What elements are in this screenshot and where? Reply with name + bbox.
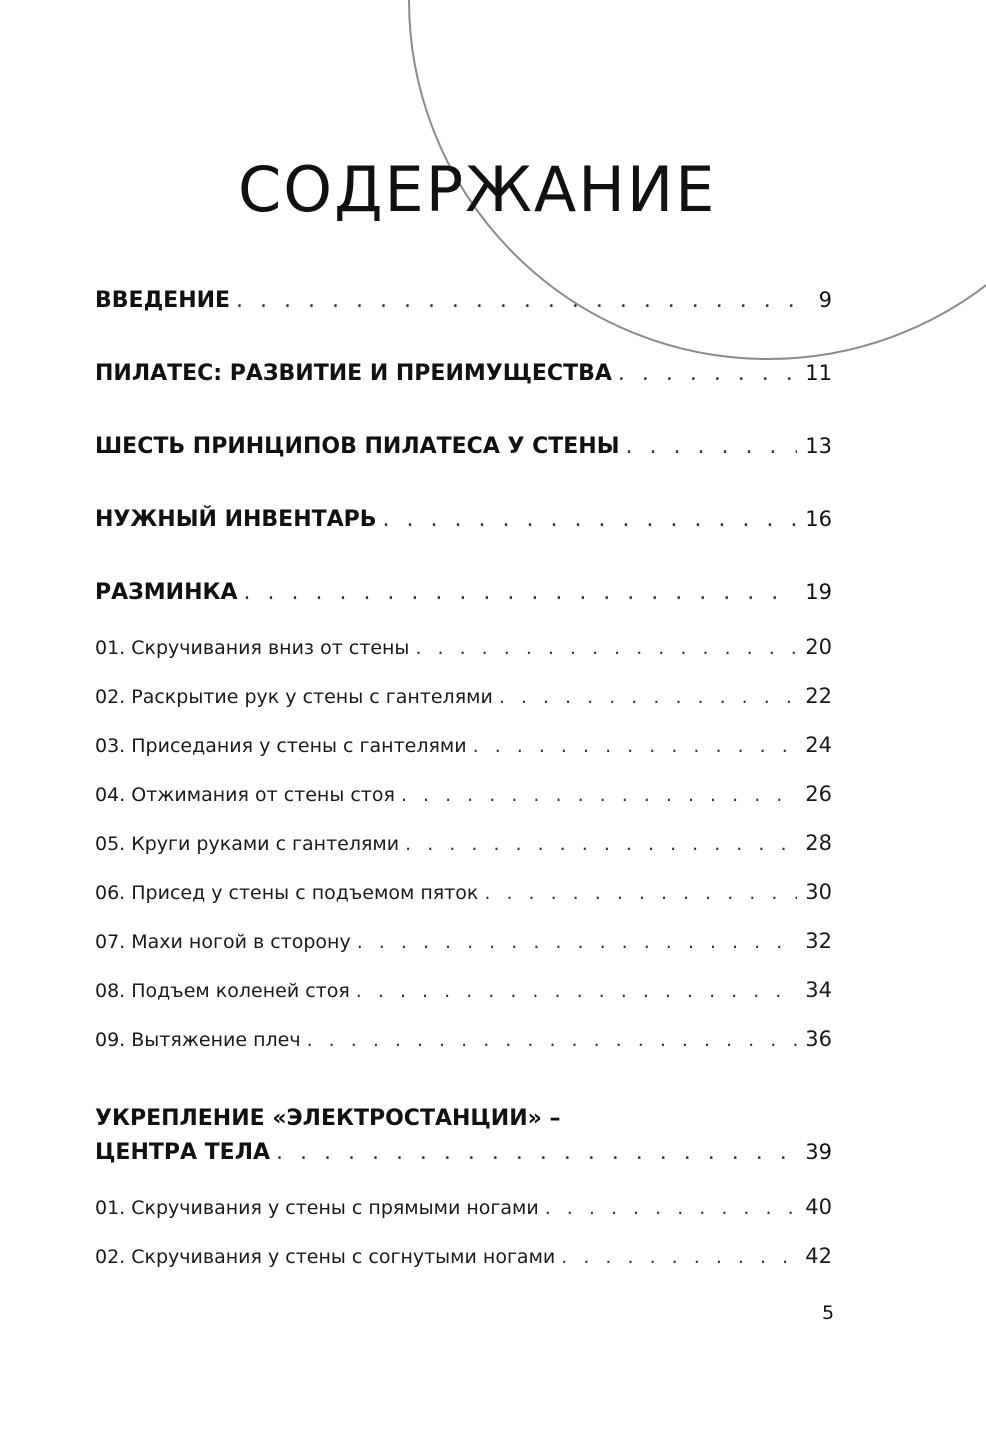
toc-entry-core[interactable] [95,1136,832,1168]
dot-leader [307,1025,798,1055]
toc-entry-introduction[interactable] [95,284,832,316]
dot-leader [415,633,797,663]
dot-leader [356,976,797,1006]
toc-entry-page: 13 [805,434,832,458]
toc-subentry[interactable] [95,877,832,907]
toc-subentry-title: 05. Круги руками с гантелями [95,833,400,855]
toc-entry-warmup[interactable] [95,576,832,608]
toc-subentry-title: 01. Скручивания вниз от стены [95,637,410,659]
toc-subentry-page: 42 [805,1244,832,1268]
dot-leader [383,504,798,536]
toc-entry-title: ШЕСТЬ ПРИНЦИПОВ ПИЛАТЕСА У СТЕНЫ [95,434,620,459]
toc-subentry-page: 32 [805,929,832,953]
toc-subentry[interactable] [95,975,832,1005]
toc-subentry-page: 40 [805,1195,832,1219]
toc-subentry[interactable] [95,1192,832,1222]
dot-leader [499,682,797,712]
toc-entry-page: 39 [805,1140,832,1164]
toc-entry-core-title-line1[interactable]: УКРЕПЛЕНИЕ «ЭЛЕКТРОСТАНЦИИ» – [95,1106,561,1131]
toc-subentry-page: 30 [805,880,832,904]
toc-entry-title: ЦЕНТРА ТЕЛА [95,1140,271,1165]
toc-subentry-title: 02. Раскрытие рук у стены с гантелями [95,686,493,708]
dot-leader [405,829,797,859]
toc-subentry[interactable] [95,1241,832,1271]
toc-subentry-title: 01. Скручивания у стены с прямыми ногами [95,1197,539,1219]
toc-subentry[interactable] [95,828,832,858]
toc-subentry-page: 34 [805,978,832,1002]
toc-subentry-title: 02. Скручивания у стены с согнутыми ногами [95,1246,556,1268]
dot-leader [561,1242,797,1272]
toc-subentry-title: 04. Отжимания от стены стоя [95,784,395,806]
toc-subentry[interactable] [95,681,832,711]
dot-leader [618,358,797,390]
page-title: СОДЕРЖАНИЕ [238,153,717,226]
dot-leader [244,577,798,609]
toc-entry-title: ВВЕДЕНИЕ [95,288,231,313]
toc-entry-title: НУЖНЫЙ ИНВЕНТАРЬ [95,507,377,532]
dot-leader [473,731,798,761]
toc-subentry[interactable] [95,926,832,956]
toc-subentry-title: 09. Вытяжение плеч [95,1029,301,1051]
toc-subentry-title: 07. Махи ногой в сторону [95,931,351,953]
dot-leader [357,927,798,957]
toc-subentry-page: 26 [805,782,832,806]
dot-leader [484,878,797,908]
dot-leader [236,285,811,317]
toc-subentry-title: 08. Подъем коленей стоя [95,980,350,1002]
toc-entry-six-principles[interactable] [95,430,832,462]
toc-entry-pilates-development[interactable] [95,357,832,389]
toc-entry-title: РАЗМИНКА [95,580,238,605]
toc-subentry[interactable] [95,632,832,662]
dot-leader [276,1137,797,1169]
dot-leader [626,431,798,463]
toc-subentry[interactable] [95,779,832,809]
toc-entry-equipment[interactable] [95,503,832,535]
toc-entry-page: 19 [805,580,832,604]
toc-subentry-page: 36 [805,1027,832,1051]
toc-entry-page: 11 [805,361,832,385]
dot-leader [401,780,797,810]
page-number: 5 [822,1302,835,1324]
toc-subentry[interactable] [95,1024,832,1054]
toc-subentry-page: 24 [805,733,832,757]
dot-leader [545,1193,798,1223]
toc-subentry-title: 03. Приседания у стены с гантелями [95,735,467,757]
toc-subentry-page: 28 [805,831,832,855]
toc-subentry[interactable] [95,730,832,760]
toc-entry-page: 9 [818,288,832,312]
toc-subentry-page: 20 [805,635,832,659]
toc-subentry-page: 22 [805,684,832,708]
toc-entry-title: ПИЛАТЕС: РАЗВИТИЕ И ПРЕИМУЩЕСТВА [95,361,612,386]
toc-subentry-title: 06. Присед у стены с подъемом пяток [95,882,479,904]
toc-entry-page: 16 [805,507,832,531]
